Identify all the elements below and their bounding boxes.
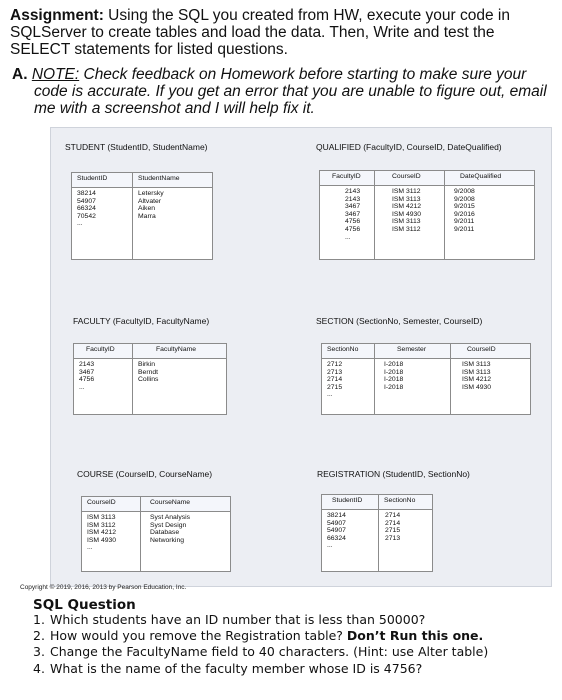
student-name-column: Letersky Altvater Aiken Marra <box>138 190 164 220</box>
question-number: 4. <box>33 660 45 676</box>
question-list <box>33 612 558 677</box>
registration-section-column: 2714 2714 2715 2713 <box>385 512 401 542</box>
question-text: Change the FacultyName field to 40 characters. (Hint: use Alter table) <box>50 644 489 660</box>
column-divider <box>444 171 445 259</box>
question-item <box>33 644 558 660</box>
course-header-id: CourseID <box>87 499 116 506</box>
student-caption: STUDENT (StudentID, StudentName) <box>65 142 208 152</box>
course-id-column: ISM 3113 ISM 3112 ISM 4212 ISM 4930 ... <box>87 514 117 552</box>
section-header-course: CourseID <box>467 346 496 353</box>
qualified-faculty-column: 2143 2143 3467 3467 4756 4756 ... <box>345 188 361 241</box>
assignment-label: Assignment: <box>10 7 104 24</box>
column-divider <box>132 344 133 414</box>
course-caption: COURSE (CourseID, CourseName) <box>77 469 213 479</box>
question-text: Which students have an ID number that is less than 50000? <box>50 612 426 627</box>
student-table <box>71 172 213 260</box>
course-table <box>81 496 231 572</box>
note-paragraph <box>12 66 552 117</box>
registration-header-section: SectionNo <box>384 497 416 504</box>
qualified-header-date: DateQualified <box>460 173 502 180</box>
faculty-name-column: Birkin Berndt Collins <box>138 361 159 384</box>
registration-caption: REGISTRATION (StudentID, SectionNo) <box>317 469 470 479</box>
note-line-1: Check feedback on Homework before starting to make sure your <box>79 66 527 83</box>
qualified-course-column: ISM 3112 ISM 3113 ISM 4212 ISM 4930 ISM 3113 ISM 3112 <box>392 188 422 233</box>
question-number: 3. <box>33 644 45 660</box>
section-header-no: SectionNo <box>327 346 359 353</box>
column-divider <box>450 344 451 414</box>
note-keyword: NOTE: <box>31 66 80 83</box>
column-divider <box>374 344 375 414</box>
faculty-header-name: FacultyName <box>156 346 197 353</box>
student-header-id: StudentID <box>77 175 108 182</box>
question-item <box>33 612 558 628</box>
course-name-column: Syst Analysis Syst Design Database Networking <box>150 514 191 544</box>
section-table <box>321 343 531 415</box>
section-header-semester: Semester <box>397 346 427 353</box>
question-text: What is the name of the faculty member whose ID is 4756? <box>50 660 423 676</box>
student-header-name: StudentName <box>138 175 180 182</box>
faculty-header-id: FacultyID <box>86 346 115 353</box>
column-divider <box>378 495 379 571</box>
section-caption: SECTION (SectionNo, Semester, CourseID) <box>316 316 483 326</box>
question-item <box>33 661 558 677</box>
registration-header-student: StudentID <box>332 497 363 504</box>
section-course-column: ISM 3113 ISM 3113 ISM 4212 ISM 4930 <box>462 361 492 391</box>
note-prefix: A. <box>12 66 28 83</box>
schema-figure <box>50 127 552 587</box>
section-semester-column: I-2018 I-2018 I-2018 I-2018 <box>384 361 404 391</box>
assignment-paragraph <box>10 7 555 58</box>
student-id-column: 38214 54907 66324 70542 ... <box>77 190 96 228</box>
column-divider <box>132 173 133 259</box>
registration-table <box>321 494 433 572</box>
faculty-caption: FACULTY (FacultyID, FacultyName) <box>73 316 210 326</box>
course-header-name: CourseName <box>150 499 191 506</box>
note-line-3: me with a screenshot and I will help fix it. <box>34 100 315 117</box>
column-divider <box>140 497 141 571</box>
qualified-caption: QUALIFIED (FacultyID, CourseID, DateQualified) <box>316 142 502 152</box>
assignment-text: Using the SQL you created from HW, execute your code in SQLServer to create tables and load the data. Then, Write and test the SELECT statements for listed questions. <box>10 7 510 58</box>
question-item <box>33 628 558 644</box>
faculty-id-column: 2143 3467 4756 ... <box>79 361 95 391</box>
question-emphasis: Don’t Run this one. <box>346 628 484 644</box>
qualified-header-course: CourseID <box>392 173 421 180</box>
faculty-table <box>73 343 227 415</box>
sql-question-title: SQL Question <box>33 597 136 613</box>
note-line-2: code is accurate. If you get an error that you are unable to figure out, email <box>34 83 547 100</box>
section-no-column: 2712 2713 2714 2715 ... <box>327 361 343 399</box>
question-number: 1. <box>33 612 45 627</box>
qualified-date-column: 9/2008 9/2008 9/2015 9/2016 9/2011 9/2011 <box>454 188 475 233</box>
copyright-notice: Copyright © 2019, 2016, 2013 by Pearson Education, Inc. <box>20 584 187 591</box>
question-number: 2. <box>33 628 45 644</box>
registration-student-column: 38214 54907 54907 66324 ... <box>327 512 346 550</box>
qualified-table <box>319 170 535 260</box>
question-text: How would you remove the Registration table? <box>50 628 347 644</box>
qualified-header-faculty: FacultyID <box>332 173 361 180</box>
column-divider <box>374 171 375 259</box>
